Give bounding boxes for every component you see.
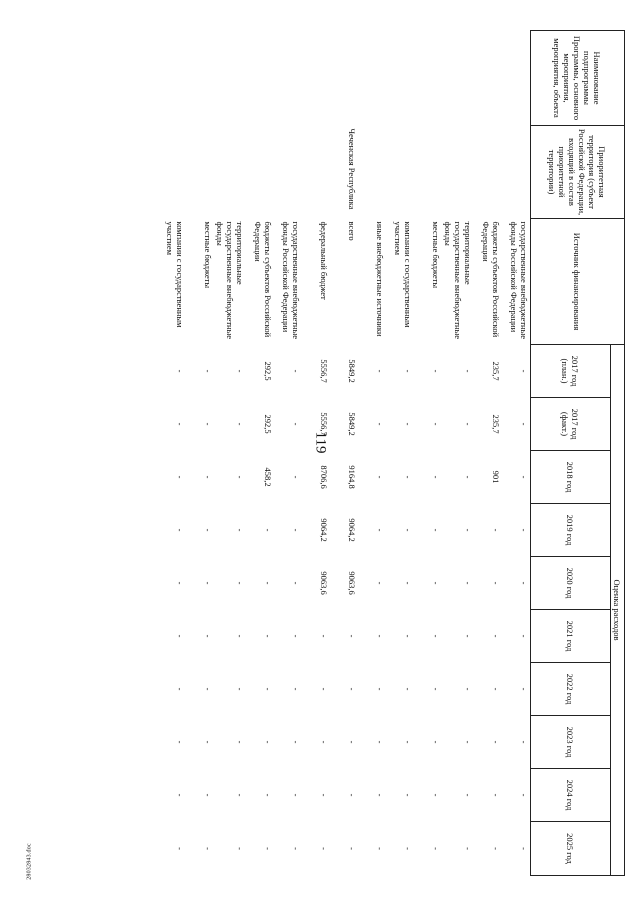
page-number: 119 [312, 431, 329, 454]
value-cell: - [235, 687, 246, 691]
value-cell: - [263, 581, 274, 585]
value-cell: - [347, 793, 358, 797]
value-cell: - [347, 634, 358, 638]
table-row [247, 31, 275, 876]
value-cell: - [463, 634, 474, 638]
value-cell: 5849,2 [347, 412, 358, 436]
value-cell: 9063,6 [319, 571, 330, 595]
value-cell: - [491, 740, 502, 744]
territory-cell [303, 126, 331, 219]
table-row [443, 31, 475, 876]
header-year: 2021 год [531, 610, 611, 663]
value-cell: - [319, 634, 330, 638]
value-cell: - [203, 634, 214, 638]
funding-source-cell: государственные внебюджетные фонды Российской Федерации [281, 221, 302, 340]
program-name-cell [187, 31, 215, 126]
value-cell: - [319, 687, 330, 691]
value-cell: 9063,6 [347, 571, 358, 595]
value-cell: - [403, 740, 414, 744]
table-row [275, 31, 303, 876]
program-name-cell [247, 31, 275, 126]
value-cell: - [347, 847, 358, 850]
funding-source-cell: местные бюджеты [203, 221, 214, 289]
table-row [215, 31, 247, 876]
value-cell: 9064,2 [347, 518, 358, 542]
value-cell: - [375, 793, 386, 797]
table-row [387, 31, 415, 876]
value-cell: - [203, 740, 214, 744]
value-cell: - [291, 369, 302, 373]
value-cell: - [291, 528, 302, 532]
value-cell: - [491, 528, 502, 532]
value-cell: - [431, 422, 442, 426]
value-cell: - [203, 475, 214, 479]
territory-cell [415, 126, 443, 219]
value-cell: - [491, 793, 502, 797]
value-cell: - [491, 581, 502, 585]
table-row [331, 31, 359, 876]
value-cell: - [375, 687, 386, 691]
value-cell: - [291, 687, 302, 691]
value-cell: - [235, 634, 246, 638]
header-priority-territory: Приоритетная территория (субъект Российской Федерации, входящий в состав приоритетной территории) [531, 126, 625, 219]
value-cell: - [263, 687, 274, 691]
value-cell: - [175, 369, 186, 373]
value-cell: 292,5 [263, 414, 274, 434]
value-cell: - [347, 687, 358, 691]
value-cell: - [319, 740, 330, 744]
header-program-name: Наименование подпрограммы Программы, основного мероприятия, мероприятия, объекта [531, 31, 625, 126]
program-name-cell [159, 31, 187, 126]
table-body [159, 31, 531, 876]
funding-source-cell: территориальные государственные внебюджетные фонды [215, 221, 246, 340]
value-cell: 9164,8 [347, 465, 358, 489]
table-row [159, 31, 187, 876]
value-cell: - [203, 687, 214, 691]
program-name-cell [503, 31, 531, 126]
value-cell: - [319, 793, 330, 797]
header-year: 2025 год [531, 822, 611, 876]
value-cell: - [263, 528, 274, 532]
header-funding-source: Источник финансирования [531, 219, 625, 345]
value-cell: - [235, 528, 246, 532]
value-cell: 5849,2 [347, 359, 358, 383]
value-cell: - [519, 422, 529, 426]
value-cell: - [291, 847, 302, 850]
value-cell: - [235, 793, 246, 797]
header-year: 2020 год [531, 557, 611, 610]
territory-cell [159, 126, 187, 219]
value-cell: - [203, 369, 214, 373]
value-cell: - [375, 634, 386, 638]
rotated-document [65, 30, 625, 875]
value-cell: - [175, 740, 186, 744]
value-cell: - [203, 793, 214, 797]
program-name-cell [275, 31, 303, 126]
value-cell: - [431, 475, 442, 479]
territory-cell [443, 126, 475, 219]
program-name-cell [475, 31, 503, 126]
value-cell: 292,5 [263, 361, 274, 381]
value-cell: - [431, 740, 442, 744]
value-cell: 458,2 [263, 467, 274, 487]
value-cell: - [519, 581, 529, 585]
territory-cell [359, 126, 387, 219]
value-cell: - [519, 740, 529, 744]
document-file-id: 28032843.doc [26, 843, 33, 880]
value-cell: - [235, 581, 246, 585]
value-cell: - [175, 687, 186, 691]
value-cell: 5556,7 [319, 359, 330, 383]
territory-cell [503, 126, 531, 219]
funding-source-cell: всего [347, 221, 358, 241]
value-cell: - [375, 581, 386, 585]
value-cell: - [175, 422, 186, 426]
value-cell: - [463, 793, 474, 797]
value-cell: - [203, 528, 214, 532]
value-cell: 5556,7 [319, 412, 330, 436]
funding-source-cell: компании с государственным участием [165, 221, 186, 328]
value-cell: - [235, 422, 246, 426]
value-cell: - [431, 793, 442, 797]
value-cell: - [375, 369, 386, 373]
value-cell: - [403, 422, 414, 426]
value-cell: - [431, 687, 442, 691]
value-cell: - [375, 422, 386, 426]
value-cell: - [291, 634, 302, 638]
value-cell: - [263, 793, 274, 797]
value-cell: - [403, 581, 414, 585]
territory-cell [187, 126, 215, 219]
value-cell: - [235, 369, 246, 373]
value-cell: - [463, 581, 474, 585]
value-cell: - [403, 634, 414, 638]
value-cell: - [431, 528, 442, 532]
value-cell: - [403, 369, 414, 373]
value-cell: - [291, 740, 302, 744]
header-year: 2022 год [531, 663, 611, 716]
value-cell: - [491, 634, 502, 638]
value-cell: - [491, 847, 502, 850]
territory-cell [387, 126, 415, 219]
value-cell: - [375, 740, 386, 744]
value-cell: - [263, 847, 274, 850]
header-year: 2017 год (факт.) [531, 398, 611, 451]
value-cell: - [203, 422, 214, 426]
value-cell: - [175, 475, 186, 479]
value-cell: - [203, 847, 214, 850]
value-cell: - [375, 475, 386, 479]
value-cell: - [463, 422, 474, 426]
value-cell: - [431, 634, 442, 638]
header-year: 2024 год [531, 769, 611, 822]
program-name-cell [331, 31, 359, 126]
value-cell: - [175, 793, 186, 797]
funding-source-cell: бюджеты субъектов Российской Федерации [253, 221, 274, 338]
value-cell: - [263, 740, 274, 744]
value-cell: 235,7 [491, 414, 502, 434]
value-cell: - [519, 687, 529, 691]
funding-source-cell: иные внебюджетные источники [375, 221, 386, 337]
program-name-cell [359, 31, 387, 126]
value-cell: - [347, 740, 358, 744]
header-year: 2019 год [531, 504, 611, 557]
value-cell: - [375, 528, 386, 532]
value-cell: - [463, 687, 474, 691]
value-cell: - [463, 369, 474, 373]
value-cell: - [519, 369, 529, 373]
value-cell: - [519, 475, 529, 479]
value-cell: - [291, 475, 302, 479]
table-row [475, 31, 503, 876]
table-row [187, 31, 215, 876]
funding-source-cell: компании с государственным участием [393, 221, 414, 328]
value-cell: - [519, 793, 529, 797]
value-cell: - [403, 475, 414, 479]
value-cell: - [403, 793, 414, 797]
value-cell: - [463, 740, 474, 744]
value-cell: 9064,2 [319, 518, 330, 542]
table-row [303, 31, 331, 876]
territory-cell [475, 126, 503, 219]
territory-cell [275, 126, 303, 219]
value-cell: - [519, 528, 529, 532]
value-cell: - [235, 847, 246, 850]
header-year: 2018 год [531, 451, 611, 504]
value-cell: - [175, 528, 186, 532]
value-cell: - [263, 634, 274, 638]
territory-cell: Чеченская Республика [347, 128, 358, 210]
funding-source-cell: государственные внебюджетные фонды Российской Федерации [509, 221, 529, 340]
value-cell: - [235, 475, 246, 479]
program-name-cell [303, 31, 331, 126]
value-cell: - [431, 369, 442, 373]
value-cell: - [519, 847, 529, 850]
value-cell: - [403, 528, 414, 532]
header-expenditure-estimate: Оценка расходов [611, 345, 625, 876]
value-cell: - [175, 581, 186, 585]
value-cell: - [291, 581, 302, 585]
value-cell: - [431, 847, 442, 850]
program-name-cell [415, 31, 443, 126]
funding-source-cell: местные бюджеты [431, 221, 442, 289]
value-cell: - [319, 847, 330, 850]
value-cell: - [463, 847, 474, 850]
table-row [359, 31, 387, 876]
value-cell: - [235, 740, 246, 744]
value-cell: 8706,6 [319, 465, 330, 489]
value-cell: - [519, 634, 529, 638]
value-cell: - [291, 793, 302, 797]
program-name-cell [443, 31, 475, 126]
value-cell: - [291, 422, 302, 426]
value-cell: - [375, 847, 386, 850]
value-cell: - [491, 687, 502, 691]
funding-source-cell: бюджеты субъектов Российской Федерации [481, 221, 502, 338]
program-name-cell [387, 31, 415, 126]
value-cell: - [431, 581, 442, 585]
territory-cell [215, 126, 247, 219]
expenditure-table [159, 30, 626, 876]
value-cell: - [463, 528, 474, 532]
value-cell: 235,7 [491, 361, 502, 381]
value-cell: 901 [491, 470, 502, 484]
value-cell: - [203, 581, 214, 585]
value-cell: - [175, 634, 186, 638]
table-row [503, 31, 531, 876]
header-year: 2017 год (план.) [531, 345, 611, 398]
value-cell: - [403, 847, 414, 850]
funding-source-cell: федеральный бюджет [319, 221, 330, 300]
funding-source-cell: территориальные государственные внебюджетные фонды [443, 221, 474, 340]
table-row [415, 31, 443, 876]
value-cell: - [403, 687, 414, 691]
territory-cell [247, 126, 275, 219]
value-cell: - [175, 847, 186, 850]
value-cell: - [463, 475, 474, 479]
header-year: 2023 год [531, 716, 611, 769]
program-name-cell [215, 31, 247, 126]
